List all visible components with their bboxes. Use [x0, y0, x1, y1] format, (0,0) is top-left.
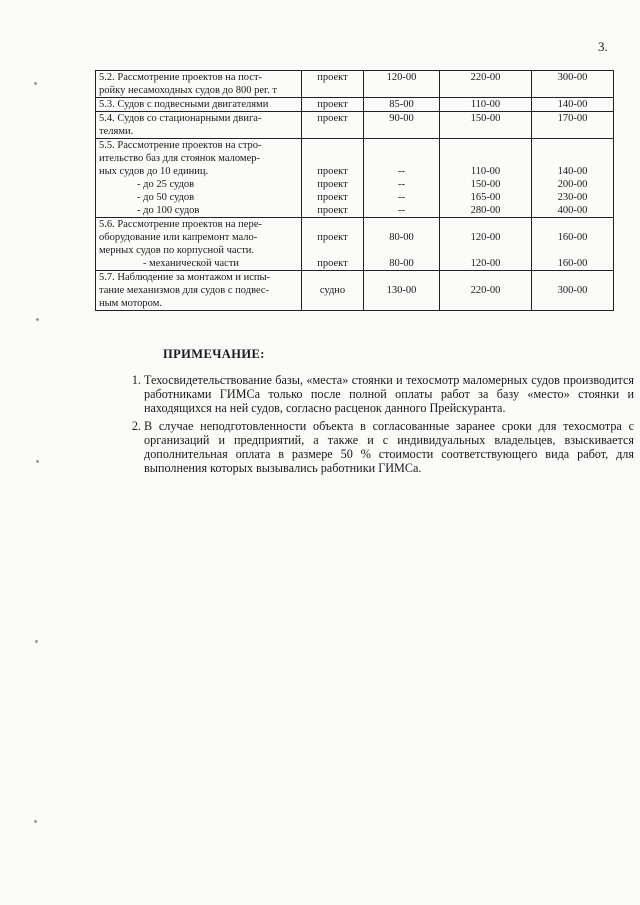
price-cell: 140-00 200-00 230-00 400-00 [532, 139, 614, 218]
service-line: 5.7. Наблюдение за монтажом и испы- [99, 272, 271, 283]
service-line: телями. [99, 126, 134, 137]
price-cell: 110-00 [440, 98, 532, 112]
service-line: - до 50 судов [137, 192, 195, 203]
price-cell: 80-00 80-00 [364, 218, 440, 271]
price-cell: 130-00 [364, 271, 440, 311]
price-cell: 170-00 [532, 112, 614, 139]
unit-cell: проект [302, 71, 364, 98]
notes-list [118, 373, 634, 478]
price-cell: 220-00 [440, 271, 532, 311]
service-line: ройку несамоходных судов до 800 рег. т [99, 85, 278, 96]
service-line: 5.6. Рассмотрение проектов на пере- [99, 219, 262, 230]
price-cell: 90-00 [364, 112, 440, 139]
service-line: 5.2. Рассмотрение проектов на пост- [99, 72, 263, 83]
price-cell: 120-00 120-00 [440, 218, 532, 271]
price-cell: 110-00 150-00 165-00 280-00 [440, 139, 532, 218]
scan-speck [36, 460, 39, 463]
service-cell [96, 98, 302, 112]
service-line: ным мотором. [99, 298, 162, 309]
unit-cell: проект [302, 98, 364, 112]
service-line: 5.5. Рассмотрение проектов на стро- [99, 140, 262, 151]
service-line: 5.4. Судов со стационарными двига- [99, 113, 262, 124]
scan-speck [36, 318, 39, 321]
service-line: тание механизмов для судов с подвес- [99, 285, 270, 296]
table-row [96, 271, 614, 311]
scan-speck [35, 640, 38, 643]
table-row [96, 218, 614, 271]
service-cell [96, 112, 302, 139]
scan-speck [34, 820, 37, 823]
unit-cell: проект [302, 112, 364, 139]
price-cell: 300-00 [532, 71, 614, 98]
price-cell: 140-00 [532, 98, 614, 112]
page-number: 3. [598, 39, 608, 54]
note-title: ПРИМЕЧАНИЕ: [163, 347, 265, 361]
unit-cell: проект проект [302, 218, 364, 271]
price-cell: 120-00 [364, 71, 440, 98]
note-item: 1. Техосвидетельствование базы, «места» стоянки и техосмотр маломерных судов производится работниками ГИМСа только после полной оплаты работ за базу «место» стоянки и находящихся на ней судов, согласно расценок данного Прейскуранта. [144, 373, 634, 416]
price-cell: 300-00 [532, 271, 614, 311]
service-cell [96, 271, 302, 311]
table-row [96, 139, 614, 218]
service-line: ительство баз для стоянок маломер- [99, 153, 260, 164]
service-line: - до 25 судов [137, 179, 195, 190]
unit-cell: судно [302, 271, 364, 311]
service-cell [96, 71, 302, 98]
table-row [96, 71, 614, 98]
service-line: оборудование или капремонт мало- [99, 232, 258, 243]
price-table [95, 70, 614, 311]
scan-speck [34, 82, 37, 85]
price-cell: 160-00 160-00 [532, 218, 614, 271]
service-line: 5.3. Судов с подвесными двигателями [99, 99, 269, 110]
table-row [96, 112, 614, 139]
service-line: ных судов до 10 единиц. [99, 166, 209, 177]
price-cell: 220-00 [440, 71, 532, 98]
service-line: мерных судов по корпусной части. [99, 245, 255, 256]
unit-cell: проект проект проект проект [302, 139, 364, 218]
service-cell [96, 218, 302, 271]
price-cell: -- -- -- -- [364, 139, 440, 218]
service-line: - до 100 судов [137, 205, 200, 216]
service-line: - механической части [143, 258, 240, 269]
note-item: 2. В случае неподготовленности объекта в согласованные заранее сроки для техосмотра с организаций и предприятий, а также и с индивидуальных владельцев, взыскивается дополнительная оплата в размере 50 % стоимости соответствующего вида работ, для выполнения которых вызывались работники ГИМСа. [144, 419, 634, 476]
service-cell [96, 139, 302, 218]
price-cell: 85-00 [364, 98, 440, 112]
table-row [96, 98, 614, 112]
price-cell: 150-00 [440, 112, 532, 139]
